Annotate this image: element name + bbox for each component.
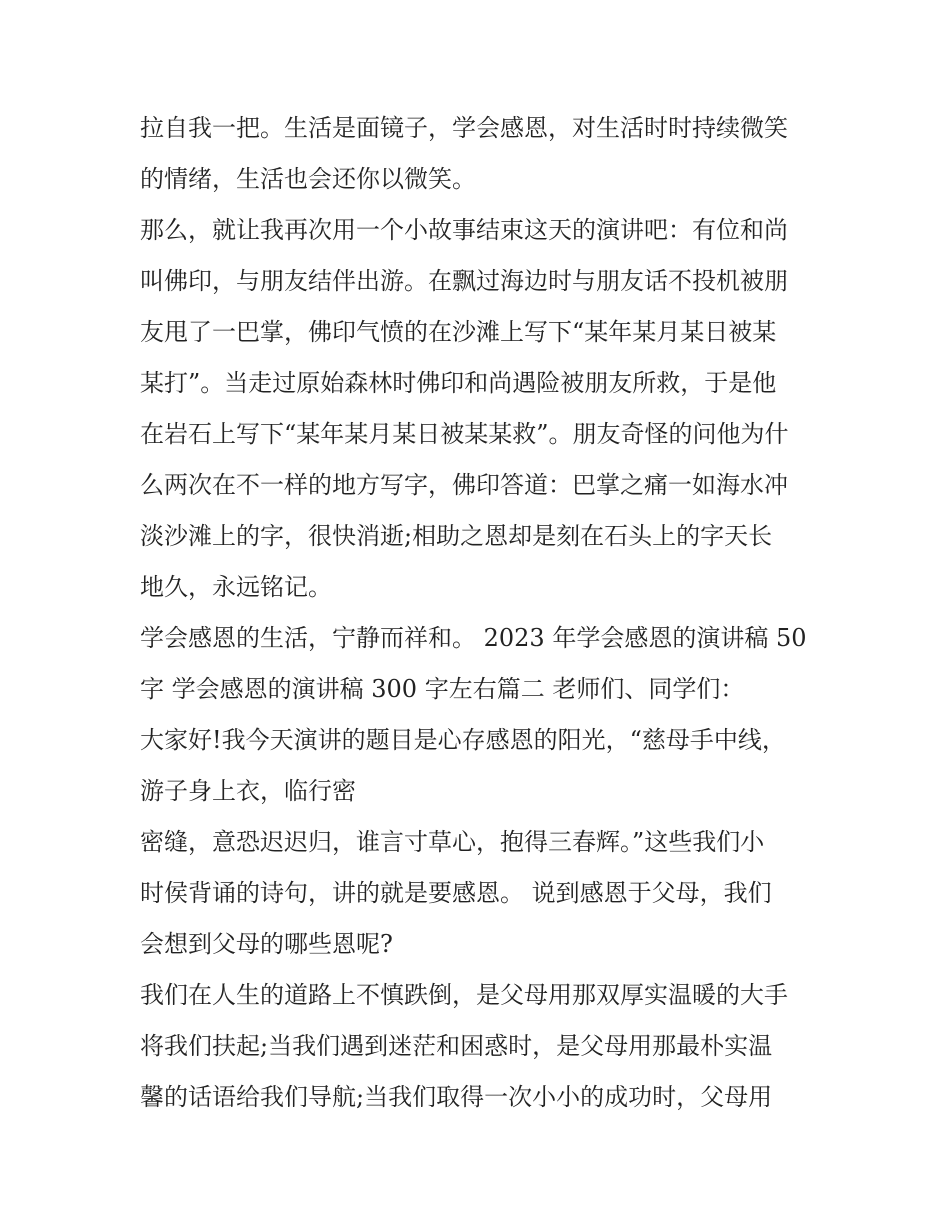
text-line: 时侯背诵的诗句，讲的就是要感恩。 说到感恩于父母，我们	[140, 879, 772, 907]
document-body	[140, 103, 820, 1123]
text-line: 字 学会感恩的演讲稿 300 字左右篇二 老师们、同学们：	[140, 675, 745, 703]
text-line: 会想到父母的哪些恩呢?	[140, 930, 393, 958]
text-line: 的情绪，生活也会还你以微笑。	[140, 165, 476, 193]
text-line: 么两次在不一样的地方写字，佛印答道：巴掌之痛一如海水冲	[140, 471, 788, 499]
text-line: 大家好!我今天演讲的题目是心存感恩的阳光，“慈母手中线，	[140, 726, 786, 754]
paragraph-5	[140, 817, 820, 970]
text-line: 淡沙滩上的字，很快消逝;相助之恩却是刻在石头上的字天长	[140, 522, 773, 550]
text-line: 在岩石上写下“某年某月某日被某某救”。朋友奇怪的问他为什	[140, 420, 789, 448]
text-line: 密缝，意恐迟迟归，谁言寸草心，抱得三春辉。”这些我们小	[140, 828, 765, 856]
paragraph-1	[140, 103, 820, 205]
paragraph-2	[140, 205, 820, 613]
text-line: 将我们扶起;当我们遇到迷茫和困惑时，是父母用那最朴实温	[140, 1032, 773, 1060]
text-line: 某打”。当走过原始森林时佛印和尚遇险被朋友所救，于是他	[140, 369, 777, 397]
text-line: 学会感恩的生活，宁静而祥和。 2023 年学会感恩的演讲稿 50	[140, 624, 807, 652]
text-line: 馨的话语给我们导航;当我们取得一次小小的成功时，父母用	[140, 1083, 773, 1111]
text-line: 拉自我一把。生活是面镜子，学会感恩，对生活时时持续微笑	[140, 114, 788, 142]
text-line: 地久，永远铭记。	[140, 573, 332, 601]
paragraph-4	[140, 715, 820, 817]
paragraph-6	[140, 970, 820, 1123]
text-line: 我们在人生的道路上不慎跌倒，是父母用那双厚实温暖的大手	[140, 981, 788, 1009]
text-line: 友甩了一巴掌，佛印气愤的在沙滩上写下“某年某月某日被某	[140, 318, 777, 346]
paragraph-3	[140, 613, 820, 715]
text-line: 那么，就让我再次用一个小故事结束这天的演讲吧：有位和尚	[140, 216, 788, 244]
text-line: 游子身上衣，临行密	[140, 777, 356, 805]
text-line: 叫佛印，与朋友结伴出游。在飘过海边时与朋友话不投机被朋	[140, 267, 788, 295]
